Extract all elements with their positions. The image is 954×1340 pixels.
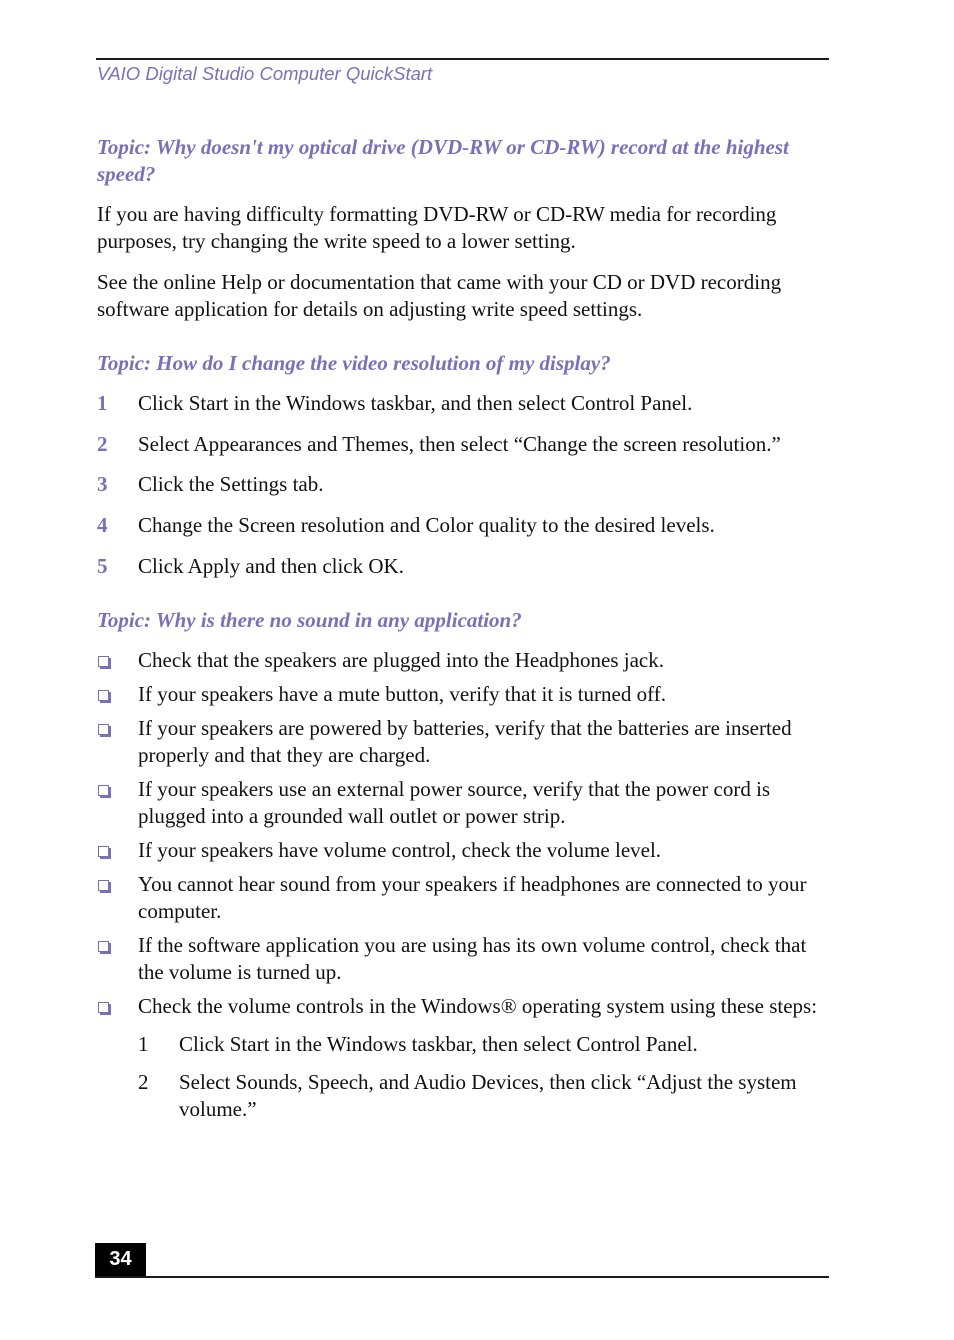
bullet-item bbox=[97, 993, 832, 1020]
topic-heading-no-sound: Topic: Why is there no sound in any application? bbox=[97, 608, 522, 632]
substep-number: 1 bbox=[138, 1032, 149, 1056]
bullet-text: If your speakers use an external power source, verify that the power cord is plugged into a grounded wall outlet or power strip. bbox=[138, 777, 771, 828]
checkbox-bullet-icon bbox=[97, 715, 138, 769]
checkbox-bullet-icon bbox=[97, 647, 138, 674]
footer-rule bbox=[95, 1276, 829, 1278]
bullet-item bbox=[97, 681, 832, 708]
page-number: 34 bbox=[95, 1243, 146, 1276]
bullet-text: Check the volume controls in the Windows® operating system using these steps: bbox=[138, 994, 818, 1018]
paragraph: See the online Help or documentation that came with your CD or DVD recording software application for details on adjusting write speed settings. bbox=[97, 270, 782, 321]
step-item bbox=[97, 553, 832, 580]
bullet-text: If your speakers have a mute button, verify that it is turned off. bbox=[138, 682, 666, 706]
substep-number: 2 bbox=[138, 1070, 149, 1094]
checkbox-bullet-icon bbox=[97, 932, 138, 986]
substep-item bbox=[97, 1069, 832, 1123]
bullet-item bbox=[97, 647, 832, 674]
step-item bbox=[97, 431, 832, 458]
checkbox-bullet-icon bbox=[97, 993, 138, 1020]
bullet-text: Check that the speakers are plugged into the Headphones jack. bbox=[138, 648, 664, 672]
topic-heading-video-resolution: Topic: How do I change the video resolution of my display? bbox=[97, 351, 611, 375]
checkbox-bullet-icon bbox=[97, 776, 138, 830]
step-text: Select Appearances and Themes, then select “Change the screen resolution.” bbox=[138, 432, 781, 456]
step-item bbox=[97, 390, 832, 417]
substep-text: Select Sounds, Speech, and Audio Devices, then click “Adjust the system volume.” bbox=[179, 1070, 797, 1121]
bullet-item bbox=[97, 837, 832, 864]
checkbox-bullet-icon bbox=[97, 837, 138, 864]
step-text: Change the Screen resolution and Color quality to the desired levels. bbox=[138, 513, 715, 537]
header-rule bbox=[96, 58, 829, 60]
step-number: 3 bbox=[97, 472, 108, 496]
bullet-text: If your speakers have volume control, check the volume level. bbox=[138, 838, 662, 862]
step-item bbox=[97, 512, 832, 539]
checkbox-bullet-icon bbox=[97, 871, 138, 925]
running-header: VAIO Digital Studio Computer QuickStart bbox=[97, 63, 433, 84]
step-number: 1 bbox=[97, 391, 108, 415]
bullet-item bbox=[97, 776, 832, 830]
step-number: 2 bbox=[97, 432, 108, 456]
bullet-item bbox=[97, 715, 832, 769]
paragraph: If you are having difficulty formatting DVD-RW or CD-RW media for recording purposes, try changing the write speed to a lower setting. bbox=[97, 202, 777, 253]
substep-item bbox=[97, 1031, 832, 1058]
step-item bbox=[97, 471, 832, 498]
bullet-item bbox=[97, 932, 832, 986]
step-number: 4 bbox=[97, 513, 108, 537]
bullet-text: You cannot hear sound from your speakers if headphones are connected to your computer. bbox=[138, 872, 807, 923]
page-content bbox=[97, 134, 832, 1123]
bullet-item bbox=[97, 871, 832, 925]
bullet-text: If the software application you are using has its own volume control, check that the volume is turned up. bbox=[138, 933, 807, 984]
step-number: 5 bbox=[97, 554, 108, 578]
substep-text: Click Start in the Windows taskbar, then select Control Panel. bbox=[179, 1032, 698, 1056]
step-text: Click Apply and then click OK. bbox=[138, 554, 404, 578]
checkbox-bullet-icon bbox=[97, 681, 138, 708]
step-text: Click Start in the Windows taskbar, and then select Control Panel. bbox=[138, 391, 693, 415]
topic-heading-optical-drive: Topic: Why doesn't my optical drive (DVD-RW or CD-RW) record at the highest speed? bbox=[97, 135, 789, 186]
step-text: Click the Settings tab. bbox=[138, 472, 324, 496]
bullet-text: If your speakers are powered by batteries, verify that the batteries are inserted properly and that they are charged. bbox=[138, 716, 792, 767]
